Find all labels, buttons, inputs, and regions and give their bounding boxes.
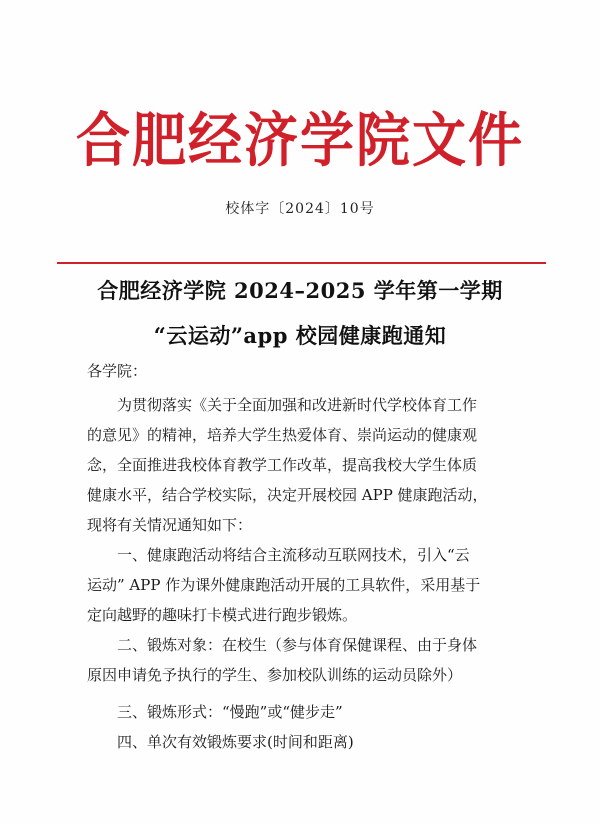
paragraph-line: 二、锻炼对象：在校生（参与体育保健课程、由于身体	[117, 636, 478, 654]
paragraph-item-3	[87, 697, 517, 727]
paragraph-line: 三、锻炼形式：“慢跑”或“健步走”	[117, 703, 343, 721]
salutation: 各学院：	[87, 362, 148, 380]
notice-title-line-1: 合肥经济学院 2024–2025 学年第一学期	[97, 278, 503, 303]
paragraph-line: 定向越野的趣味打卡模式进行跑步锻炼。	[87, 606, 358, 624]
paragraph-line: 的意见》的精神，培养大学生热爱体育、崇尚运动的健康观	[87, 426, 478, 444]
paragraph-item-4	[87, 727, 517, 757]
document-number: 校体字〔2024〕10号	[225, 201, 375, 217]
paragraph-line: 四、单次有效锻炼要求(时间和距离)	[117, 733, 354, 751]
paragraph-line: 健康水平，结合学校实际，决定开展校园 APP 健康跑活动，	[87, 486, 488, 504]
issuer-header: 合肥经济学院文件	[76, 105, 524, 175]
paragraph-line: 运动” APP 作为课外健康跑活动开展的工具软件，采用基于	[87, 576, 481, 594]
paragraph-item-2	[87, 630, 517, 690]
paragraph-intro	[87, 390, 517, 540]
paragraph-line: 一、健康跑活动将结合主流移动互联网技术，引入“云	[117, 546, 470, 564]
paragraph-line: 为贯彻落实《关于全面加强和改进新时代学校体育工作	[117, 396, 478, 414]
paragraph-item-1	[87, 540, 517, 630]
paragraph-line: 现将有关情况通知如下：	[87, 516, 253, 534]
paragraph-line: 念，全面推进我校体育教学工作改革，提高我校大学生体质	[87, 456, 478, 474]
paragraph-line: 原因申请免予执行的学生、参加校队训练的运动员除外）	[87, 666, 463, 684]
header-divider	[57, 262, 546, 264]
notice-title-line-2: “云运动”app 校园健康跑通知	[153, 323, 447, 348]
